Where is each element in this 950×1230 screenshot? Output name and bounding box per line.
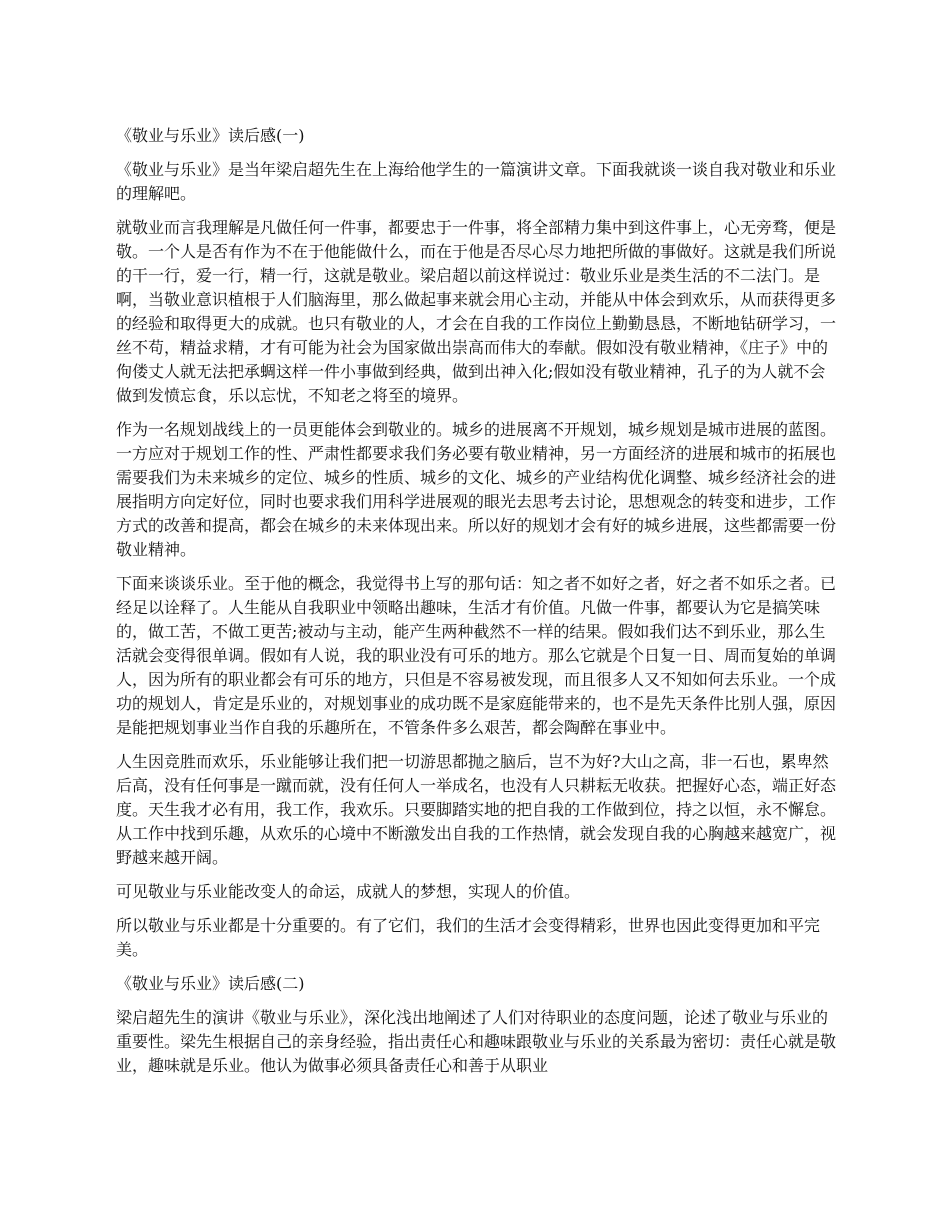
paragraph: 可见敬业与乐业能改变人的命运，成就人的梦想，实现人的价值。: [116, 882, 581, 901]
section-title-2: 《敬业与乐业》读后感(二): [116, 974, 305, 993]
paragraph: 梁启超先生的演讲《敬业与乐业》，深化浅出地阐述了人们对待职业的态度问题，论述了敬业与乐业的重要性。梁先生根据自己的亲身经验，指出责任心和趣味跟敬业与乐业的关系最为密切：责任心就是敬业，趣味就是乐业。他认为做事必须具备责任心和善于从职业: [116, 1008, 837, 1075]
paragraph: 作为一名规划战线上的一员更能体会到敬业的。城乡的进展离不开规划，城乡规划是城市进展的蓝图。一方应对于规划工作的性、严肃性都要求我们务必要有敬业精神，另一方面经济的进展和城市的拓展也需要我们为未来城乡的定位、城乡的性质、城乡的文化、城乡的产业结构优化调整、城乡经济社会的进展指明方向定好位，同时也要求我们用科学进展观的眼光去思考去讨论，思想观念的转变和进步，工作方式的改善和提高，都会在城乡的未来体现出来。所以好的规划才会有好的城乡进展，这些都需要一份敬业精神。: [116, 420, 837, 559]
section-title-1: 《敬业与乐业》读后感(一): [116, 126, 305, 145]
paragraph: 下面来谈谈乐业。至于他的概念，我觉得书上写的那句话：知之者不如好之者，好之者不如乐之者。已经足以诠释了。人生能从自我职业中领略出趣味，生活才有价值。凡做一件事，都要认为它是搞笑味的，做工苦，不做工更苦;被动与主动，能产生两种截然不一样的结果。假如我们达不到乐业，那么生活就会变得很单调。假如有人说，我的职业没有可乐的地方。那么它就是个日复一日、周而复始的单调人，因为所有的职业都会有可乐的地方，只但是不容易被发现，而且很多人又不知如何去乐业。一个成功的规划人，肯定是乐业的，对规划事业的成功既不是家庭能带来的，也不是先天条件比别人强，原因是能把规划事业当作自我的乐趣所在，不管条件多么艰苦，都会陶醉在事业中。: [116, 574, 837, 737]
paragraph: 《敬业与乐业》是当年梁启超先生在上海给他学生的一篇演讲文章。下面我就谈一谈自我对敬业和乐业的理解吧。: [116, 160, 837, 203]
paragraph: 所以敬业与乐业都是十分重要的。有了它们，我们的生活才会变得精彩，世界也因此变得更加和平完美。: [116, 916, 821, 959]
document-page: [116, 124, 840, 1088]
paragraph: 就敬业而言我理解是凡做任何一件事，都要忠于一件事，将全部精力集中到这件事上，心无旁骛，便是敬。一个人是否有作为不在于他能做什么，而在于他是否尽心尽力地把所做的事做好。这就是我们所说的干一行，爱一行，精一行，这就是敬业。梁启超以前这样说过：敬业乐业是类生活的不二法门。是啊，当敬业意识植根于人们脑海里，那么做起事来就会用心主动，并能从中体会到欢乐，从而获得更多的经验和取得更大的成就。也只有敬业的人，才会在自我的工作岗位上勤勤恳恳，不断地钻研学习，一丝不苟，精益求精，才有可能为社会为国家做出崇高而伟大的奉献。假如没有敬业精神，《庄子》中的佝偻丈人就无法把承蜩这样一件小事做到经典，做到出神入化;假如没有敬业精神，孔子的为人就不会做到发愤忘食，乐以忘忧，不知老之将至的境界。: [116, 218, 837, 405]
paragraph: 人生因竞胜而欢乐，乐业能够让我们把一切游思都抛之脑后，岂不为好?大山之高，非一石也，累卑然后高，没有任何事是一蹴而就，没有任何人一举成名，也没有人只耕耘无收获。把握好心态，端正好态度。天生我才必有用，我工作，我欢乐。只要脚踏实地的把自我的工作做到位，持之以恒，永不懈怠。从工作中找到乐趣，从欢乐的心境中不断激发出自我的工作热情，就会发现自我的心胸越来越宽广，视野越来越开阔。: [116, 752, 837, 867]
